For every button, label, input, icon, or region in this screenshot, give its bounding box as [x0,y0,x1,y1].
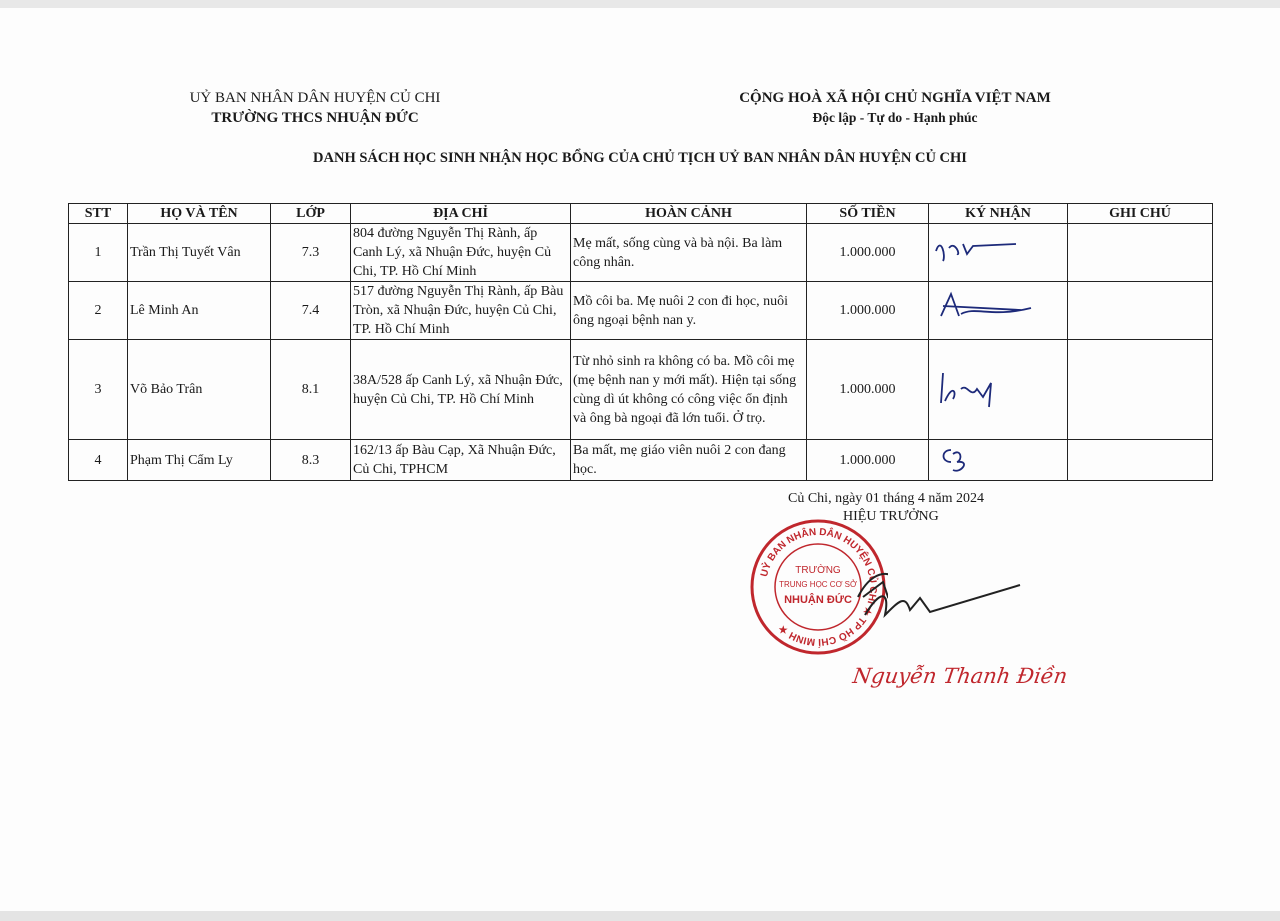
row-signature [929,440,1068,481]
row-stt: 3 [69,340,128,440]
row-amount: 1.000.000 [807,224,929,282]
col-situation: HOÀN CẢNH [571,204,807,224]
row-address: 804 đường Nguyễn Thị Rành, ấp Canh Lý, xã Nhuận Đức, huyện Củ Chi, TP. Hồ Chí Minh [351,224,571,282]
student-signature [931,363,1051,411]
svg-text:UỶ BAN NHÂN DÂN HUYỆN CỦ CHI ★: UỶ BAN NHÂN DÂN HUYỆN CỦ CHI ★ TP HỒ CHÍ MINH ★ [759,526,879,648]
col-address: ĐỊA CHỈ [351,204,571,224]
row-signature [929,224,1068,282]
national-motto: Độc lập - Tự do - Hạnh phúc [812,110,978,125]
row-situation: Ba mất, mẹ giáo viên nuôi 2 con đang học. [571,440,807,481]
svg-text:TRUNG HỌC CƠ SỞ: TRUNG HỌC CƠ SỞ [779,580,857,589]
row-amount: 1.000.000 [807,340,929,440]
authority-name: UỶ BAN NHÂN DÂN HUYỆN CỦ CHI [189,90,441,106]
table-row [69,224,1213,282]
row-stt: 2 [69,282,128,340]
row-name: Trần Thị Tuyết Vân [128,224,271,282]
row-signature [929,340,1068,440]
row-situation: Mẹ mất, sống cùng và bà nội. Ba làm công nhân. [571,224,807,282]
school-name: TRƯỜNG THCS NHUẬN ĐỨC [211,110,419,126]
row-class: 8.3 [271,440,351,481]
row-note [1068,440,1213,481]
table-row [69,440,1213,481]
student-signature [931,440,1051,474]
student-signature [931,226,1051,274]
row-address: 517 đường Nguyễn Thị Rành, ấp Bàu Tròn, xã Nhuận Đức, huyện Củ Chi, TP. Hồ Chí Minh [351,282,571,340]
table-row [69,340,1213,440]
svg-text:NHUẬN ĐỨC: NHUẬN ĐỨC [784,594,852,606]
row-address: 162/13 ấp Bàu Cạp, Xã Nhuận Đức, Củ Chi, TPHCM [351,440,571,481]
col-name: HỌ VÀ TÊN [128,204,271,224]
row-note [1068,282,1213,340]
footer-date: Củ Chi, ngày 01 tháng 4 năm 2024 [788,491,984,506]
row-amount: 1.000.000 [807,440,929,481]
col-amount: SỐ TIỀN [807,204,929,224]
table-header [69,204,1213,224]
col-signature: KÝ NHẬN [929,204,1068,224]
svg-text:TRƯỜNG: TRƯỜNG [795,565,841,576]
row-address: 38A/528 ấp Canh Lý, xã Nhuận Đức, huyện Củ Chi, TP. Hồ Chí Minh [351,340,571,440]
col-stt: STT [69,204,128,224]
row-stt: 4 [69,440,128,481]
row-situation: Mồ côi ba. Mẹ nuôi 2 con đi học, nuôi ông ngoại bệnh nan y. [571,282,807,340]
row-class: 8.1 [271,340,351,440]
header-right [700,88,1090,128]
row-signature [929,282,1068,340]
top-edge [0,0,1280,8]
principal-title: HIỆU TRƯỞNG [843,509,939,524]
row-situation: Từ nhỏ sinh ra không có ba. Mồ côi mẹ (mẹ bệnh nan y mới mất). Hiện tại sống cùng dì út không có công việc ổn định và ông bà ngoại đã lớn tuổi. Ở trọ. [571,340,807,440]
row-stt: 1 [69,224,128,282]
student-signature [931,284,1051,332]
signer-name: Nguyễn Thanh Điền [851,664,1069,688]
row-amount: 1.000.000 [807,282,929,340]
row-name: Lê Minh An [128,282,271,340]
row-class: 7.3 [271,224,351,282]
row-note [1068,340,1213,440]
header-left [150,88,480,128]
row-name: Phạm Thị Cẩm Ly [128,440,271,481]
national-title: CỘNG HOÀ XÃ HỘI CHỦ NGHĨA VIỆT NAM [739,90,1051,106]
principal-signature [860,570,1030,630]
row-name: Võ Bảo Trân [128,340,271,440]
col-note: GHI CHÚ [1068,204,1213,224]
col-class: LỚP [271,204,351,224]
row-note [1068,224,1213,282]
table-row [69,282,1213,340]
scholarship-table [68,203,1213,481]
document-title: DANH SÁCH HỌC SINH NHẬN HỌC BỔNG CỦA CHỦ TỊCH UỶ BAN NHÂN DÂN HUYỆN CỦ CHI [313,150,967,166]
bottom-edge [0,911,1280,921]
row-class: 7.4 [271,282,351,340]
